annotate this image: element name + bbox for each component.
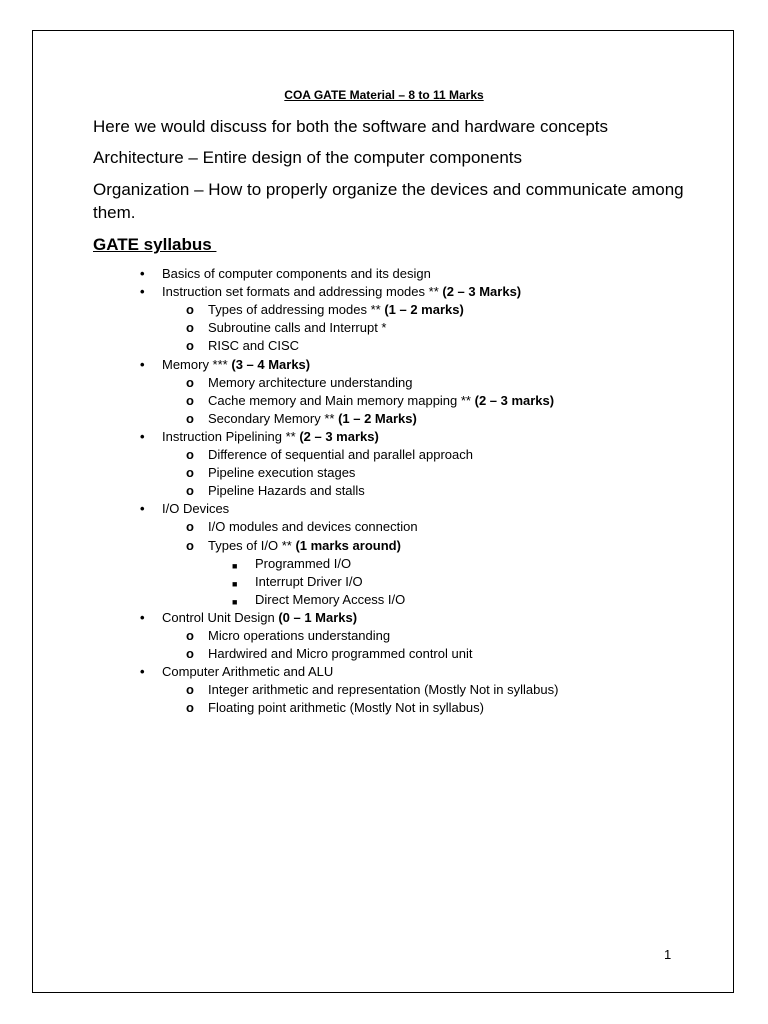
syllabus-item-text (162, 357, 310, 373)
bullet-marker: o (186, 700, 194, 716)
architecture-paragraph: Architecture – Entire design of the computer components (93, 148, 523, 167)
syllabus-item-text (208, 338, 299, 354)
syllabus-item-text (208, 302, 464, 318)
syllabus-item-label: I/O Devices (162, 501, 230, 517)
syllabus-item-label: Control Unit Design (162, 609, 279, 625)
marks-weight: (1 marks around) (295, 537, 401, 553)
bullet-marker: • (140, 356, 145, 372)
syllabus-item-text (162, 266, 431, 282)
syllabus-item-label: Direct Memory Access I/O (255, 591, 406, 607)
syllabus-item-text (208, 483, 365, 499)
bullet-marker: o (186, 628, 194, 643)
syllabus-item-label: Difference of sequential and parallel approach (208, 447, 473, 462)
syllabus-item-label: Subroutine calls and Interrupt * (208, 320, 387, 336)
syllabus-item-label: Basics of computer components and its design (162, 266, 431, 281)
bullet-marker: ■ (232, 578, 238, 589)
syllabus-item-text (208, 411, 417, 427)
syllabus-item-text (208, 320, 387, 336)
page-border (32, 30, 734, 993)
syllabus-item-label: Floating point arithmetic (Mostly Not in syllabus) (208, 700, 484, 716)
bullet-marker: • (140, 609, 145, 625)
bullet-marker: • (140, 428, 145, 444)
bullet-marker: o (186, 320, 194, 336)
syllabus-item-label: Cache memory and Main memory mapping ** (208, 392, 475, 408)
marks-weight: (2 – 3 Marks) (442, 284, 522, 300)
syllabus-item-text (208, 447, 473, 463)
syllabus-item-label: Computer Arithmetic and ALU (162, 664, 334, 680)
syllabus-item-text (208, 375, 413, 391)
syllabus-item-label: Types of addressing modes ** (208, 302, 385, 318)
syllabus-item-label: Instruction Pipelining ** (162, 428, 300, 444)
syllabus-heading: GATE syllabus (93, 235, 217, 254)
bullet-marker: o (186, 519, 194, 535)
bullet-marker: o (186, 374, 194, 390)
syllabus-item-text (208, 519, 418, 535)
bullet-marker: • (140, 501, 145, 517)
bullet-marker: • (140, 284, 145, 300)
bullet-marker: • (140, 664, 145, 680)
syllabus-item-text (255, 592, 405, 608)
syllabus-item-text (208, 646, 472, 662)
syllabus-item-label: Memory architecture understanding (208, 374, 413, 390)
page-number: 1 (664, 947, 672, 962)
bullet-marker: o (186, 447, 194, 462)
bullet-marker: o (186, 392, 194, 408)
intro-paragraph: Here we would discuss for both the software and hardware concepts (93, 117, 608, 136)
syllabus-item-label: I/O modules and devices connection (208, 519, 418, 535)
syllabus-item-text (255, 556, 351, 572)
syllabus-item-text (162, 284, 521, 300)
bullet-marker: o (186, 410, 194, 426)
syllabus-item-text (208, 393, 554, 409)
syllabus-item-label: Interrupt Driver I/O (255, 573, 363, 589)
marks-weight: (1 – 2 Marks) (338, 410, 417, 426)
bullet-marker: • (140, 266, 145, 281)
syllabus-item-label: Memory *** (162, 356, 232, 372)
syllabus-item-label: Pipeline Hazards and stalls (208, 483, 365, 499)
syllabus-item-text (208, 700, 484, 716)
bullet-marker: ■ (232, 560, 238, 571)
bullet-marker: o (186, 483, 194, 499)
syllabus-item-label: Integer arithmetic and representation (Mostly Not in syllabus) (208, 682, 559, 698)
syllabus-item-text (208, 628, 390, 644)
marks-weight: (0 – 1 Marks) (278, 609, 358, 625)
syllabus-item-text (208, 538, 401, 554)
bullet-marker: ■ (232, 596, 238, 607)
syllabus-item-text (162, 610, 357, 626)
syllabus-item-text (162, 501, 229, 517)
bullet-marker: o (186, 302, 194, 318)
bullet-marker: o (186, 537, 194, 553)
marks-weight: (2 – 3 marks) (474, 392, 555, 408)
document-title: COA GATE Material – 8 to 11 Marks (284, 88, 484, 102)
marks-weight: (3 – 4 Marks) (231, 356, 311, 372)
syllabus-item-text (208, 465, 355, 481)
syllabus-item-label: RISC and CISC (208, 338, 300, 354)
bullet-marker: o (186, 465, 194, 481)
marks-weight: (1 – 2 marks) (384, 302, 464, 318)
syllabus-item-label: Hardwired and Micro programmed control unit (208, 646, 473, 662)
syllabus-item-label: Instruction set formats and addressing modes ** (162, 284, 443, 300)
syllabus-item-text (162, 664, 333, 680)
syllabus-item-label: Programmed I/O (255, 555, 352, 571)
syllabus-item-text (208, 682, 558, 698)
bullet-marker: o (186, 646, 194, 662)
bullet-marker: o (186, 682, 194, 698)
organization-paragraph: Organization – How to properly organize the devices and communicate among them. (93, 180, 684, 222)
syllabus-item-text (255, 574, 363, 590)
marks-weight: (2 – 3 marks) (299, 428, 379, 444)
syllabus-item-text (162, 429, 379, 445)
syllabus-item-label: Types of I/O ** (208, 537, 296, 553)
syllabus-item-label: Micro operations understanding (208, 628, 391, 643)
syllabus-item-label: Secondary Memory ** (208, 410, 339, 426)
syllabus-item-label: Pipeline execution stages (208, 465, 356, 481)
bullet-marker: o (186, 338, 194, 354)
